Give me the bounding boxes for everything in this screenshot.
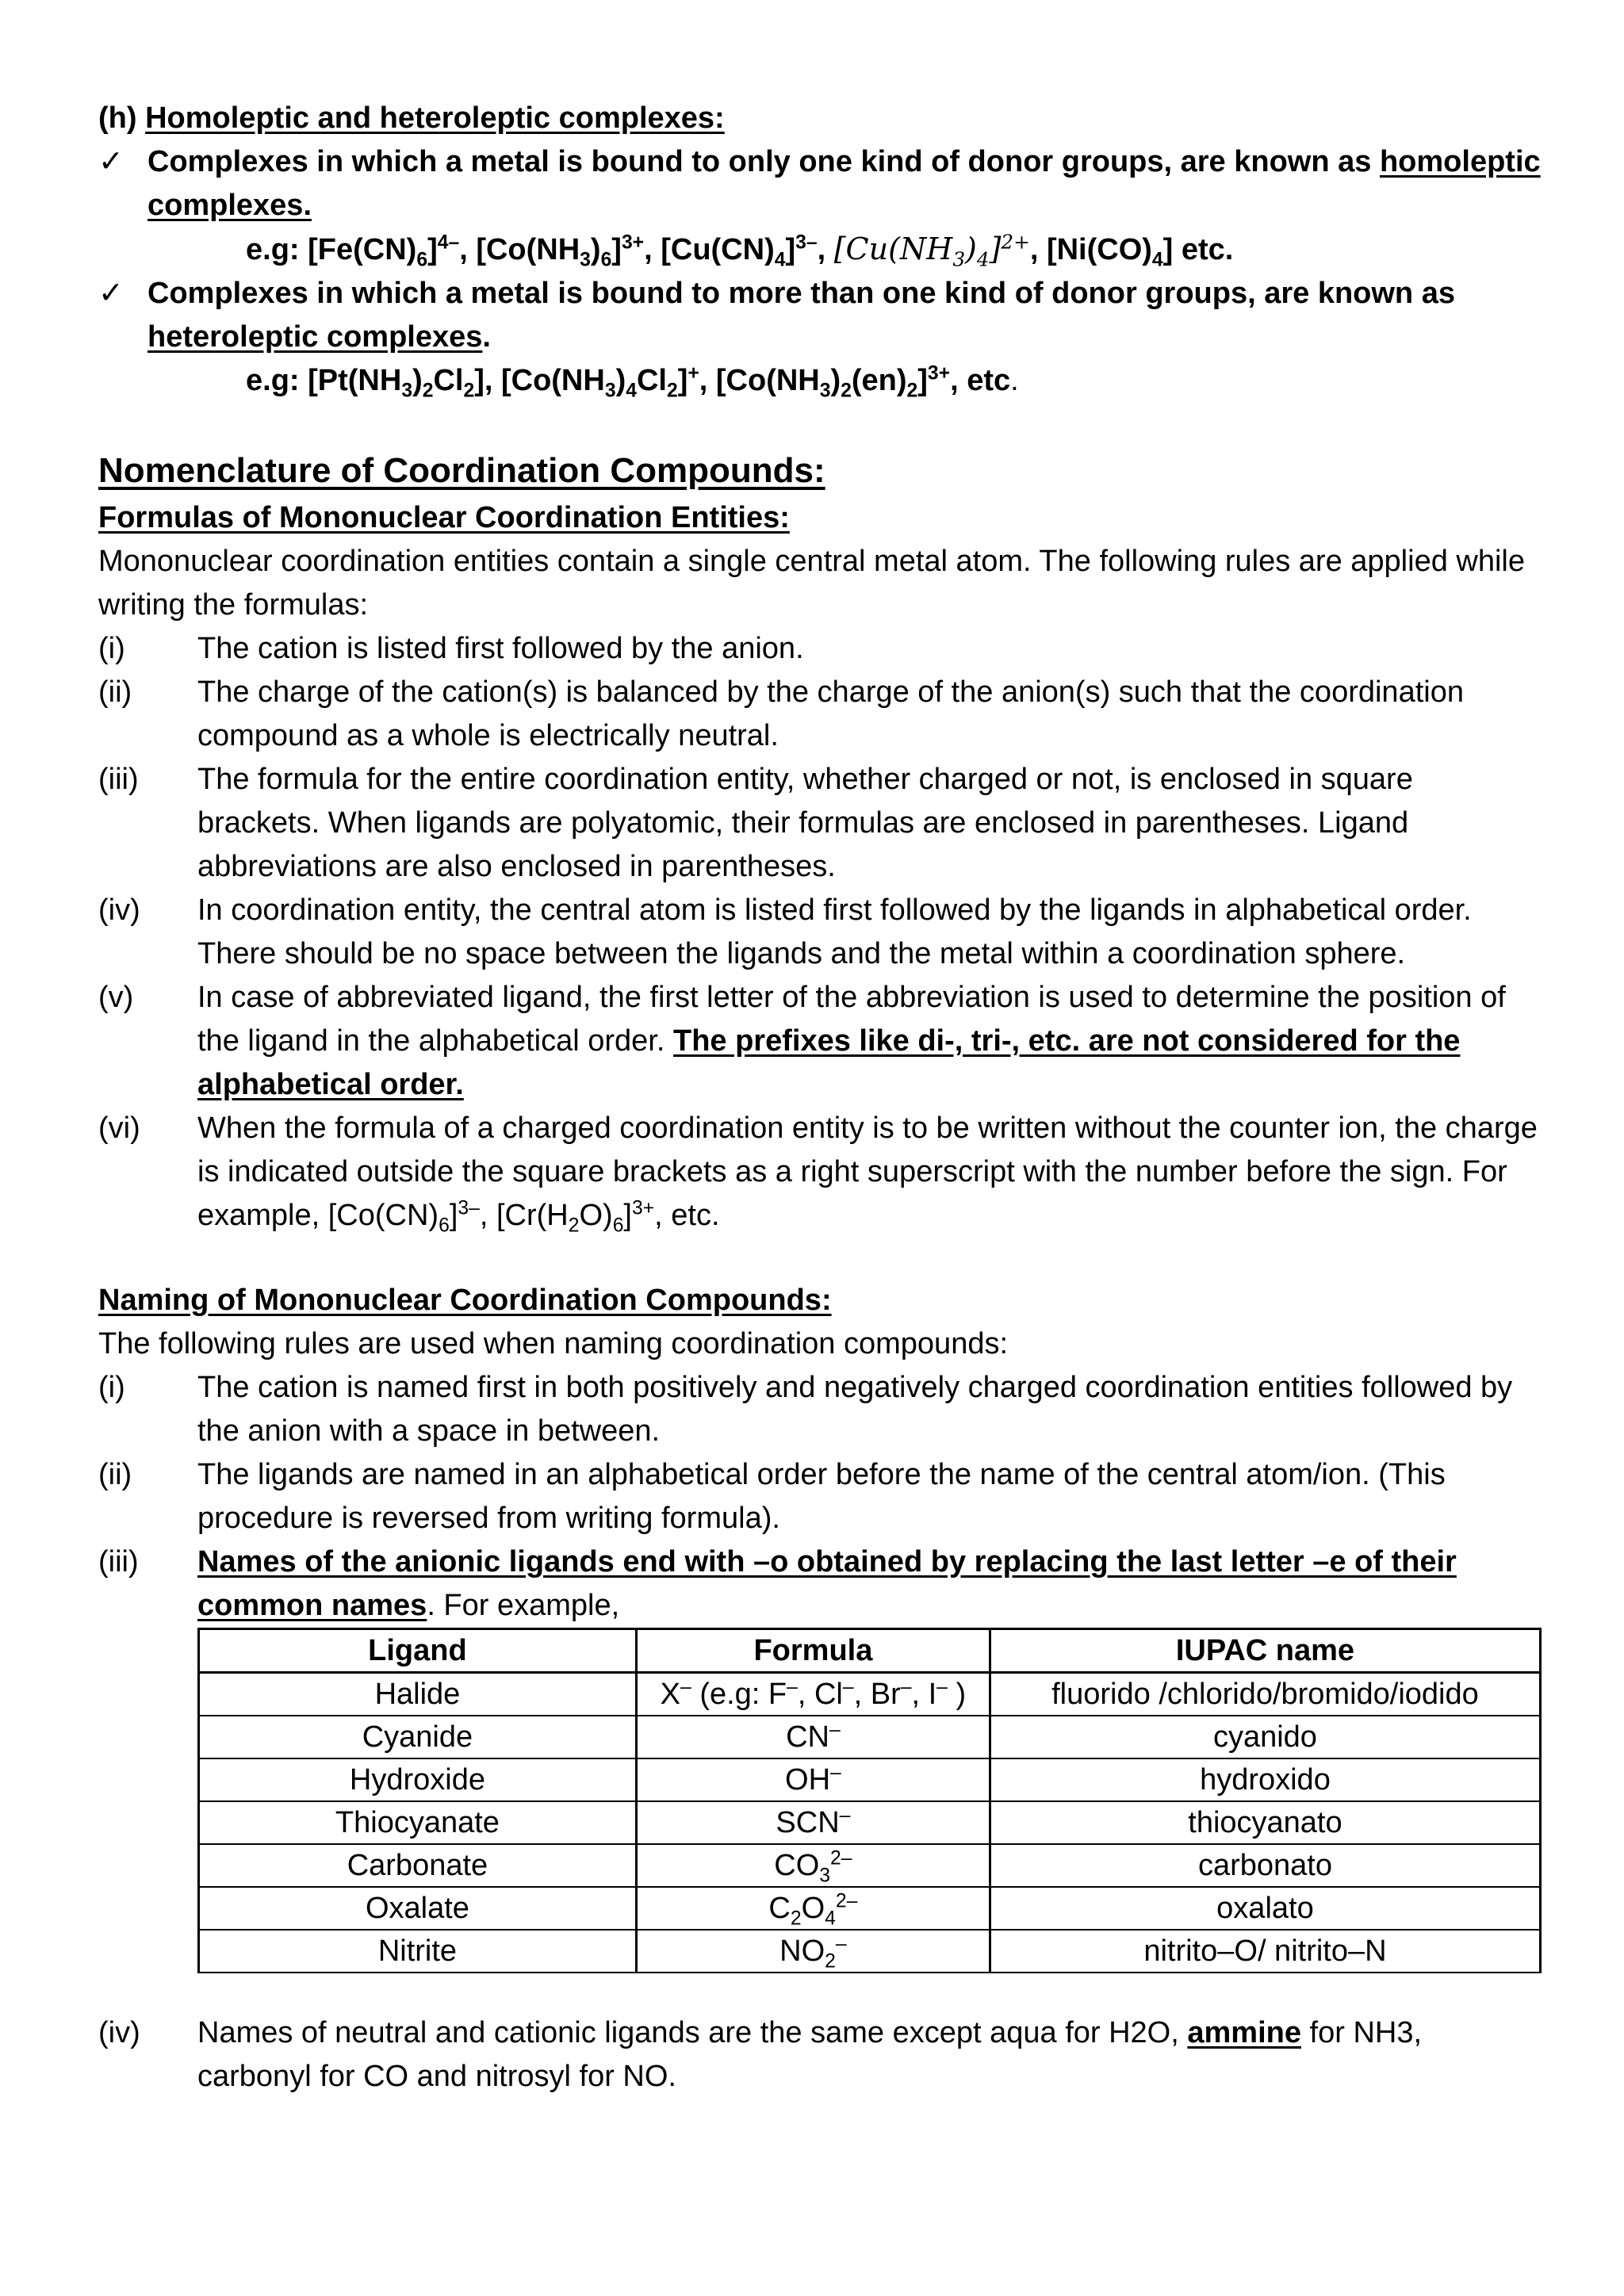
naming-rule: (iv) Names of neutral and cationic ligands are the same except aqua for H2O, ammine for NH3, carbonyl for CO and nitrosyl for NO. bbox=[98, 2016, 1423, 2093]
section-h-heading bbox=[98, 97, 1542, 140]
homoleptic-examples: e.g: $[Fe(CN)_6]^{4-}$, $[Co(NH_3)_6]^{3+}$, $[Cu(CN)_4]^{3-}$, $[Cu(NH_3)_4]^{2+}$, $[Ni(CO)_4]$ etc. bbox=[246, 230, 1234, 271]
example-prefix: e.g: bbox=[246, 233, 308, 266]
naming-rule: (i) The cation is named first in both positively and negatively charged coordination entities followed by the anion with a space in between. bbox=[98, 1371, 1513, 1448]
formula: $[Co(CN)_6]^{3-}$ bbox=[327, 1197, 480, 1237]
formulas-heading: Formulas of Mononuclear Coordination Entities: bbox=[98, 501, 790, 534]
example-prefix: e.g: bbox=[246, 364, 308, 397]
bullet-heteroleptic: ✓ Complexes in which a metal is bound to more than one kind of donor groups, are known as heteroleptic complexes. bbox=[98, 272, 1542, 359]
naming-rule: (iii) Names of the anionic ligands end with –o obtained by replacing the last letter –e of their common names. For example, bbox=[98, 1545, 1457, 1622]
formula: $[Cu(CN)_4]^{3-}$ bbox=[661, 232, 818, 271]
emphasis-text: Names of the anionic ligands end with –o obtained by replacing the last letter –e of their common names bbox=[197, 1545, 1457, 1622]
emphasis-text: The prefixes like di-, tri-, etc. are not considered for the alphabetical order. bbox=[197, 1024, 1461, 1101]
homoleptic-term: homoleptic complexes. bbox=[147, 145, 1541, 222]
check-mark-icon: ✓ bbox=[98, 145, 124, 178]
section-h-title: Homoleptic and heteroleptic complexes: bbox=[145, 101, 725, 135]
formula: $[Fe(CN)_6]^{4-}$ bbox=[308, 232, 460, 271]
ligand-table bbox=[197, 1628, 1542, 1973]
naming-heading: Naming of Mononuclear Coordination Compounds: bbox=[98, 1284, 832, 1317]
formula-rule: (iii) The formula for the entire coordination entity, whether charged or not, is enclosed in square brackets. When ligands are polyatomic, their formulas are enclosed in parentheses. Ligand abbreviations are also enclosed in parentheses. bbox=[98, 763, 1413, 883]
formula-rule: (vi) When the formula of a charged coordination entity is to be written without the counter ion, the charge is indicated outside the square brackets as a right superscript with the number before the sign. For example, $[Co(CN)_6]^{3-}$, $[Cr(H_2O)_6]^{3+}$, etc. bbox=[98, 1112, 1538, 1237]
nomenclature-title: Nomenclature of Coordination Compounds: bbox=[98, 451, 825, 490]
formula: $[Co(NH_3)_6]^{3+}$ bbox=[476, 232, 645, 271]
table-header: Formula bbox=[636, 1629, 990, 1673]
formulas-intro: Mononuclear coordination entities contain a single central metal atom. The following rules are applied while writing the formulas: bbox=[98, 545, 1525, 622]
bullet-homoleptic bbox=[98, 140, 1542, 228]
formula: $[Co(NH_3)_2(en)_2]^{3+}$ bbox=[715, 362, 951, 402]
formula-rule: (i) The cation is listed first followed by the anion. bbox=[98, 632, 804, 665]
formula: $[Pt(NH_3)_2Cl_2]$ bbox=[308, 364, 485, 402]
table-row: Nitrite $NO_2^-$ nitrito–O/ nitrito–N bbox=[199, 1930, 1541, 1973]
table-row: Cyanide CN– cyanido bbox=[199, 1716, 1541, 1758]
table-row: Hydroxide OH– hydroxido bbox=[199, 1758, 1541, 1801]
document-page bbox=[98, 97, 1542, 2099]
naming-intro: The following rules are used when naming coordination compounds: bbox=[98, 1327, 1009, 1360]
formula-math: $[Cu(NH_3)_4]^{2+}$ bbox=[833, 230, 1030, 271]
formula-rule: (iv) In coordination entity, the central atom is listed first followed by the ligands in alphabetical order. There should be no space between the ligands and the metal within a coordination sphere. bbox=[98, 894, 1472, 970]
heteroleptic-examples: e.g: $[Pt(NH_3)_2Cl_2]$, $[Co(NH_3)_4Cl_2]^+$, $[Co(NH_3)_2(en)_2]^{3+}$, etc. bbox=[246, 362, 1019, 402]
table-row: Thiocyanate SCN– thiocyanato bbox=[199, 1801, 1541, 1844]
check-mark-icon: ✓ bbox=[98, 277, 124, 310]
emphasis-text: ammine bbox=[1187, 2016, 1301, 2049]
table-header-row bbox=[199, 1629, 1541, 1673]
table-row: Oxalate $C_2O_4^{2-}$ oxalato bbox=[199, 1887, 1541, 1930]
formula: $[Cr(H_2O)_6]^{3+}$ bbox=[496, 1197, 655, 1237]
formula-rule: (v) In case of abbreviated ligand, the first letter of the abbreviation is used to determine the position of the ligand in the alphabetical order. The prefixes like di-, tri-, etc. are not considered for the alphabetical order. bbox=[98, 981, 1506, 1101]
heteroleptic-term: heteroleptic complexes bbox=[147, 320, 483, 354]
naming-rule: (ii) The ligands are named in an alphabetical order before the name of the central atom/ion. (This procedure is reversed from writing formula). bbox=[98, 1458, 1446, 1535]
example-suffix: etc. bbox=[1181, 233, 1234, 266]
formula: $[Co(NH_3)_4Cl_2]^+$ bbox=[500, 362, 699, 402]
formula-rule: (ii) The charge of the cation(s) is balanced by the charge of the anion(s) such that the coordination compound as a whole is electrically neutral. bbox=[98, 675, 1464, 752]
table-row: Carbonate $CO_3^{2-}$ carbonato bbox=[199, 1844, 1541, 1887]
formula: $[Ni(CO)_4]$ bbox=[1046, 233, 1174, 271]
table-header: IUPAC name bbox=[990, 1629, 1540, 1673]
bullet-homoleptic-text: Complexes in which a metal is bound to only one kind of donor groups, are known as bbox=[147, 145, 1380, 178]
table-header: Ligand bbox=[199, 1629, 637, 1673]
bullet-heteroleptic-text: Complexes in which a metal is bound to more than one kind of donor groups, are known as bbox=[147, 277, 1455, 310]
table-row: Halide X– (e.g: F–, Cl–, Br–, I– ) fluorido /chlorido/bromido/iodido bbox=[199, 1673, 1541, 1716]
example-suffix: etc bbox=[967, 364, 1011, 397]
section-h-label: (h) bbox=[98, 101, 137, 135]
